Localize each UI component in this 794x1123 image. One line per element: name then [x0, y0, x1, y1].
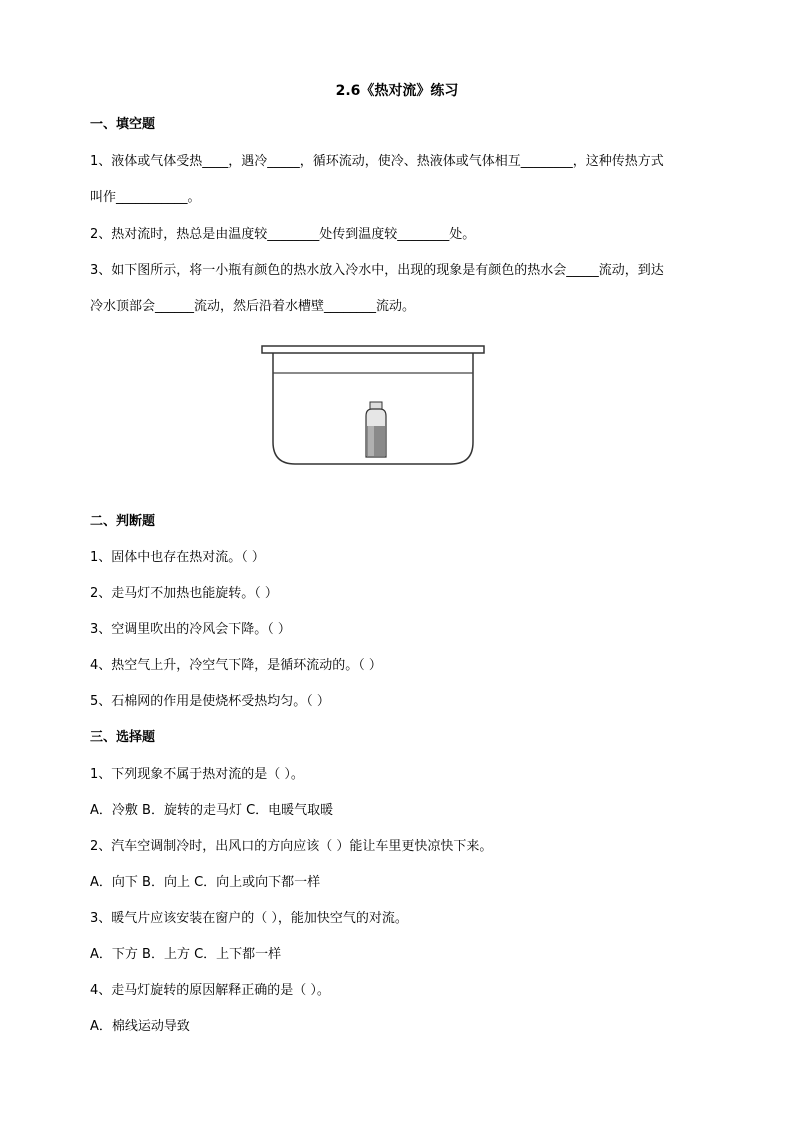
true-false-item: 3、空调里吹出的冷风会下降。（ ） — [90, 622, 291, 637]
water-tank-bottle-figure — [256, 342, 490, 468]
true-false-item: 1、固体中也存在热对流。（ ） — [90, 550, 265, 565]
fill-blank-q1-line2: 叫作___________。 — [90, 190, 201, 205]
choice-q2: 2、汽车空调制冷时，出风口的方向应该（ ）能让车里更快凉快下来。 — [90, 839, 493, 854]
choice-q1-options: A．冷敷 B．旋转的走马灯 C．电暖气取暖 — [90, 803, 334, 818]
fill-blank-q1-line1: 1、液体或气体受热____，遇冷_____，循环流动，使冷、热液体或气体相互________，这种传热方式 — [90, 154, 664, 169]
fill-blank-q3-line1: 3、如下图所示，将一小瓶有颜色的热水放入冷水中，出现的现象是有颜色的热水会_____流动，到达 — [90, 263, 664, 278]
choice-q4-option-a: A．棉线运动导致 — [90, 1019, 190, 1034]
true-false-item: 5、石棉网的作用是使烧杯受热均匀。（ ） — [90, 694, 330, 709]
choice-q4: 4、走马灯旋转的原因解释正确的是（ ）。 — [90, 983, 330, 998]
true-false-item: 2、走马灯不加热也能旋转。（ ） — [90, 586, 278, 601]
fill-blank-q2: 2、热对流时，热总是由温度较________处传到温度较________处。 — [90, 227, 476, 242]
choice-q1: 1、下列现象不属于热对流的是（ ）。 — [90, 767, 304, 782]
fill-blank-q3-line2: 冷水顶部会______流动，然后沿着水槽壁________流动。 — [90, 299, 416, 314]
hot-water-bottle — [366, 402, 386, 457]
section-choice-heading: 三、选择题 — [90, 730, 156, 745]
page-title: 2.6《热对流》练习 — [335, 83, 459, 99]
choice-q3: 3、暖气片应该安装在窗户的（ ），能加快空气的对流。 — [90, 911, 408, 926]
section-true-false-heading: 二、判断题 — [90, 514, 156, 529]
choice-q3-options: A．下方 B．上方 C．上下都一样 — [90, 947, 282, 962]
section-fill-blank-heading: 一、填空题 — [90, 117, 156, 132]
true-false-item: 4、热空气上升，冷空气下降，是循环流动的。（ ） — [90, 658, 382, 673]
choice-q2-options: A．向下 B．向上 C．向上或向下都一样 — [90, 875, 321, 890]
